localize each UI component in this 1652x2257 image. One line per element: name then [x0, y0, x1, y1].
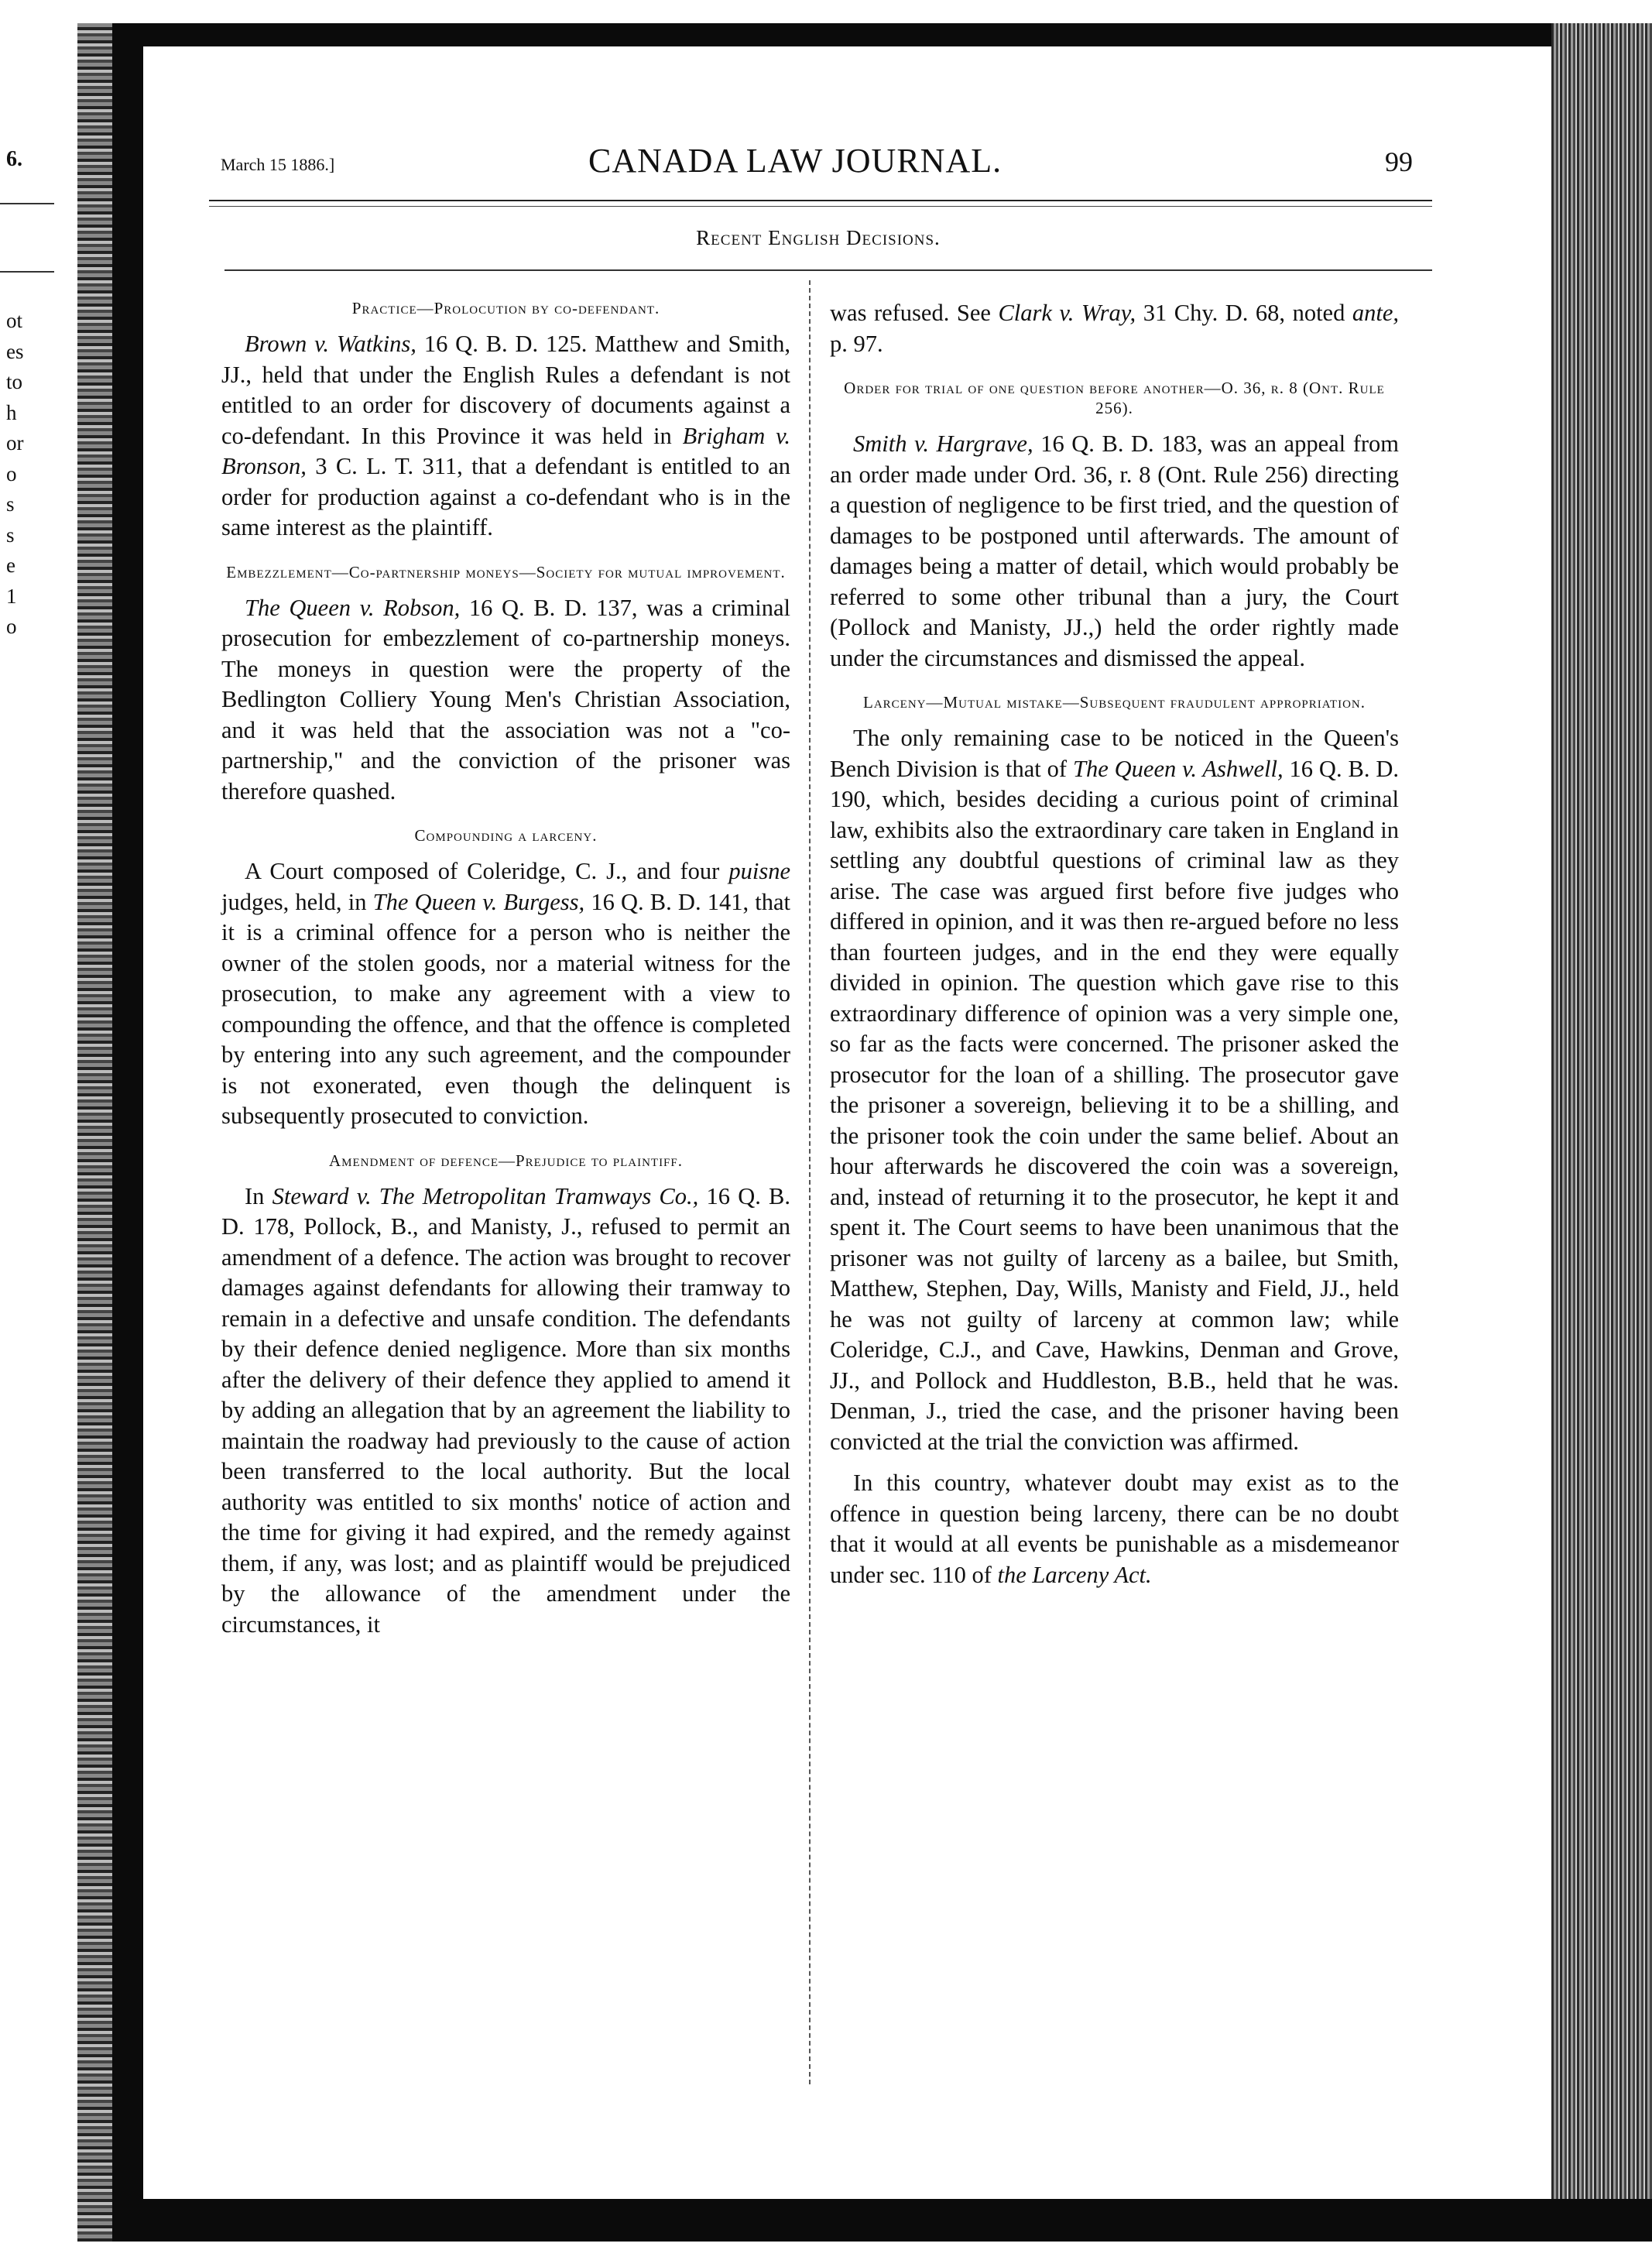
paragraph-text: p. 97. [830, 330, 883, 357]
gutter-fragment: e [6, 554, 15, 577]
case-paragraph [830, 1468, 1399, 1590]
section-rule [224, 269, 1432, 271]
paragraph-text: The only remaining case to be noticed in the Queen's Bench Division is that of [830, 725, 1399, 782]
gutter-fragment: es [6, 339, 24, 363]
paragraph-text: 16 Q. B. D. 141, that it is a criminal offence for a person who is neither the owner of the stolen goods, nor a material witness for the prosecution, to make any agreement with a view to compounding the offence, and that the offence is completed by entering into any such agreement, and the compounder is not exonerated, even though the delinquent is subsequently prosecuted to conviction. [221, 888, 791, 1129]
section-title-row [0, 226, 1652, 250]
paragraph-text: 16 Q. B. D. 183, was an appeal from an order made under Ord. 36, r. 8 (Ont. Rule 256) directing a question of negligence to be first tried, and the question of damages to be postponed until afterwards. The amount of damages being a matter of detail, which would probably be referred to some other tribunal than a jury, the Court (Pollock and Manisty, JJ.,) held the order rightly made under the circumstances and dismissed the appeal. [830, 430, 1399, 671]
gutter-rule [0, 203, 54, 204]
case-name: Brown v. Watkins, [245, 331, 416, 357]
gutter-fragment: s [6, 492, 15, 516]
case-paragraph [221, 329, 790, 544]
paragraph-text: 3 C. L. T. 311, that a defendant is entitled to an order for production against a co-defendant who is in the same interest as the plaintiff. [221, 453, 790, 540]
paragraph-text: In this country, whatever doubt may exist as to the offence in question being larceny, there can be no doubt that it would at all events be punishable as a misdemeanor under sec. 110 of [830, 1470, 1399, 1588]
paragraph-text: 16 Q. B. D. 190, which, besides deciding a curious point of criminal law, exhibits also the extraordinary care taken in England in settling any doubtful questions of criminal law as they arise. The case was argued first before five judges who differed in opinion, and it was then re-argued before no less than fourteen judges, and in the end they were equally divided in opinion. The question which gave rise to this extraordinary difference of opinion was a very simple one, so far as the facts were concerned. The prisoner asked the prosecutor for the loan of a shilling. The prosecutor gave the prisoner a sovereign, believing it to be a shilling, and the prisoner took the coin under the same belief. About an hour afterwards he discovered the coin was a sovereign, and, instead of returning it to the prosecutor, he kept it and spent it. The Court seems to have been unanimous that the prisoner was not guilty of larceny as a bailee, but Smith, Matthew, Stephen, Day, Wills, Manisty and Field, JJ., held he was not guilty of larceny at common law; while Coleridge, C.J., and Cave, Hawkins, Denman and Grove, JJ., and Pollock and Huddleston, B.B., held that he was. Denman, J., tried the case, and the prisoner having been convicted at the trial the conviction was affirmed. [830, 755, 1399, 1455]
term-italic: puisne [728, 858, 791, 884]
case-name: Steward v. The Metropolitan Tramways Co., [272, 1182, 699, 1209]
gutter-rule [0, 271, 54, 273]
statute-name: the Larceny Act. [997, 1561, 1152, 1588]
paragraph-text: In [245, 1182, 265, 1209]
case-name: Smith v. Hargrave, [853, 430, 1033, 457]
paragraph-text: judges, held, in [221, 888, 367, 915]
gutter-page-fragment: 6. [6, 147, 22, 171]
gutter-fragment: o [6, 615, 17, 638]
case-heading: Practice—Prolocution by co-defendant. [351, 299, 660, 317]
header-rule [209, 200, 1432, 201]
section-title: Recent English Decisions. [696, 226, 941, 249]
issue-date: March 15 1886.] [221, 155, 335, 174]
case-name: The Queen v. Robson, [245, 594, 461, 621]
case-paragraph [830, 429, 1399, 674]
case-name: Brigham v. Bronson, [221, 422, 790, 479]
term-italic: ante, [1352, 300, 1400, 326]
case-name: The Queen v. Burgess, [372, 888, 585, 915]
scan-border-right [1551, 23, 1652, 2242]
scan-border-top [116, 23, 1652, 46]
case-name: Clark v. Wray, [998, 300, 1136, 326]
journal-title: CANADA LAW JOURNAL. [588, 142, 1003, 180]
case-heading: Order for trial of one question before another—O. 36, r. 8 (Ont. Rule 256). [844, 379, 1385, 417]
gutter-fragment: to [6, 370, 23, 393]
case-heading: Amendment of defence—Prejudice to plaintiff. [329, 1151, 683, 1170]
case-paragraph [221, 1182, 790, 1641]
binding-edge-left [77, 23, 112, 2242]
case-name: The Queen v. Ashwell, [1073, 755, 1284, 782]
column-divider [809, 280, 811, 2084]
paragraph-text: was refused. See [830, 300, 991, 326]
right-column [830, 298, 1399, 1601]
paragraph-text: 31 Chy. D. 68, noted [1143, 300, 1345, 326]
case-paragraph [830, 723, 1399, 1457]
case-heading: Larceny—Mutual mistake—Subsequent fraudulent appropriation. [863, 693, 1366, 712]
paragraph-text: 16 Q. B. D. 125. Matthew and Smith, JJ., held that under the English Rules a defendant is not entitled to an order for discovery of documents against a co-defendant. In this Province it was held in [221, 331, 790, 449]
case-heading: Embezzlement—Co-partnership moneys—Society for mutual improvement. [226, 562, 786, 581]
gutter-fragment: 1 [6, 584, 17, 608]
scan-border-bottom [112, 2199, 1652, 2242]
continued-paragraph [830, 298, 1399, 359]
gutter-text-fragments [6, 306, 53, 643]
left-column [221, 298, 790, 1651]
paragraph-text: A Court composed of Coleridge, C. J., and four [245, 858, 720, 884]
paragraph-text: 16 Q. B. D. 137, was a criminal prosecution for embezzlement of co-partnership moneys. The moneys in question were the property of the Bedlington Colliery Young Men's Christian Association, and it was held that the association was not a "co-partnership," and the conviction of the prisoner was therefore quashed. [221, 594, 790, 804]
gutter-fragment: ot [6, 309, 23, 332]
scan-border-left [112, 23, 143, 2242]
header-rule-thin [209, 206, 1432, 207]
gutter-fragment: o [6, 461, 17, 485]
gutter-fragment: s [6, 523, 15, 547]
gutter-fragment: or [6, 431, 24, 454]
gutter-fragment: h [6, 400, 17, 424]
case-paragraph [221, 593, 790, 808]
paragraph-text: 16 Q. B. D. 178, Pollock, B., and Manisty, J., refused to permit an amendment of a defence. The action was brought to recover damages against defendants for allowing their tramway to remain in a defective and unsafe condition. The defendants by their defence denied negligence. More than six months after the delivery of their defence they applied to amend it by adding an allegation that by an agreement the liability to maintain the roadway had previously to the cause of action been transferred to the local authority. But the local authority was entitled to six months' notice of action and the time for giving it had expired, and the remedy against them, if any, was lost; and as plaintiff would be prejudiced by the allowance of the amendment under the circumstances, it [221, 1182, 791, 1638]
page-number: 99 [1385, 146, 1413, 177]
case-heading: Compounding a larceny. [414, 826, 598, 845]
case-paragraph [221, 856, 790, 1132]
